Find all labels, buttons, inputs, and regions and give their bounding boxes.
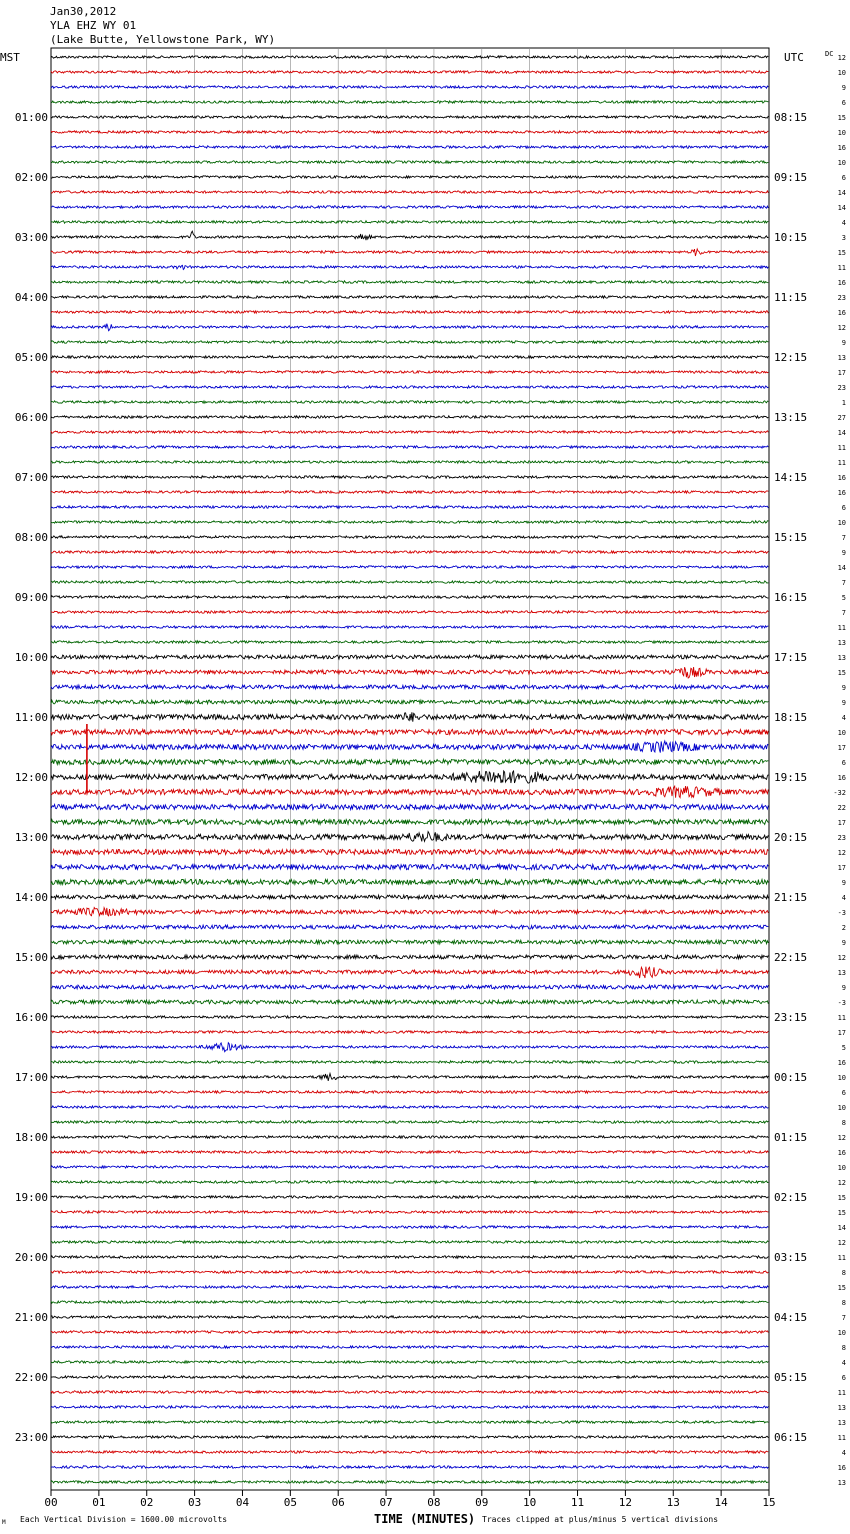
seismic-trace (51, 551, 768, 553)
seismic-trace (51, 1211, 768, 1213)
dc-offset-label: 4 (841, 1449, 846, 1457)
right-hour-label: 14:15 (774, 471, 808, 484)
seismic-trace (51, 461, 768, 463)
dc-offset-label: 6 (841, 99, 846, 107)
left-hour-label: 20:00 (14, 1251, 48, 1264)
x-tick-label: 00 (44, 1496, 58, 1509)
seismic-trace (51, 86, 768, 88)
right-hour-label: 18:15 (774, 711, 808, 724)
seismic-trace (51, 536, 768, 538)
left-hour-label: 08:00 (14, 531, 48, 544)
dc-header-label: DC (825, 50, 834, 58)
right-hour-label: 00:15 (774, 1071, 808, 1084)
dc-offset-label: 16 (837, 309, 846, 317)
dc-offset-label: 16 (837, 279, 846, 287)
seismic-trace (51, 491, 768, 493)
seismic-trace (51, 324, 768, 331)
right-hour-label: 13:15 (774, 411, 808, 424)
right-hour-label: 19:15 (774, 771, 808, 784)
dc-offset-label: 7 (841, 534, 846, 542)
seismic-trace (51, 1406, 768, 1408)
right-hour-label: 16:15 (774, 591, 808, 604)
dc-offset-label: 12 (837, 1179, 846, 1187)
seismic-trace (51, 741, 768, 753)
dc-offset-label: 13 (837, 639, 846, 647)
seismic-trace (51, 1466, 768, 1468)
seismic-trace (51, 985, 768, 989)
seismic-trace (51, 849, 768, 854)
left-hour-label: 14:00 (14, 891, 48, 904)
seismic-trace (51, 341, 768, 343)
seismic-trace (51, 626, 768, 628)
seismic-trace (51, 655, 768, 659)
right-hour-label: 10:15 (774, 231, 808, 244)
seismic-trace (51, 281, 768, 283)
x-tick-label: 13 (666, 1496, 680, 1509)
left-hour-label: 16:00 (14, 1011, 48, 1024)
left-hour-label: 01:00 (14, 111, 48, 124)
dc-offset-label: 23 (837, 384, 846, 392)
right-hour-label: 17:15 (774, 651, 808, 664)
seismic-trace (51, 146, 768, 148)
x-tick-label: 15 (762, 1496, 776, 1509)
dc-offset-label: 6 (841, 504, 846, 512)
right-hour-label: 01:15 (774, 1131, 808, 1144)
dc-offset-label: 10 (837, 159, 846, 167)
seismic-trace (51, 131, 768, 133)
left-hour-label: 17:00 (14, 1071, 48, 1084)
seismic-trace (51, 1376, 768, 1378)
dc-offset-label: 8 (841, 1119, 846, 1127)
seismic-trace (51, 116, 768, 118)
dc-offset-label: 5 (841, 594, 846, 602)
dc-offset-label: 23 (837, 834, 846, 842)
dc-offset-label: 23 (837, 294, 846, 302)
dc-offset-label: 9 (841, 339, 846, 347)
right-hour-label: 06:15 (774, 1431, 808, 1444)
seismic-trace (51, 1106, 768, 1108)
seismic-trace (51, 221, 768, 223)
seismic-trace (51, 231, 768, 240)
left-hour-label: 18:00 (14, 1131, 48, 1144)
left-hour-label: 09:00 (14, 591, 48, 604)
seismic-trace (51, 101, 768, 103)
dc-offset-label: 16 (837, 474, 846, 482)
seismic-trace (51, 1074, 768, 1081)
seismic-trace (51, 1000, 768, 1004)
plot-date: Jan30,2012 (50, 5, 117, 18)
dc-offset-label: 15 (837, 1209, 846, 1217)
seismic-trace (51, 1481, 768, 1483)
seismic-trace (51, 446, 768, 448)
dc-offset-label: 27 (837, 414, 846, 422)
dc-offset-label: 11 (837, 1014, 846, 1022)
seismic-trace (51, 879, 768, 884)
dc-offset-label: -3 (837, 909, 846, 917)
clipping-note: Traces clipped at plus/minus 5 vertical divisions (482, 1515, 719, 1524)
seismic-trace (51, 176, 768, 178)
dc-offset-label: 15 (837, 1284, 846, 1292)
seismic-trace (51, 611, 768, 613)
right-hour-label: 04:15 (774, 1311, 808, 1324)
dc-offset-label: 10 (837, 1074, 846, 1082)
dc-offset-label: 8 (841, 1269, 846, 1277)
dc-offset-label: 10 (837, 1329, 846, 1337)
dc-offset-label: 16 (837, 774, 846, 782)
seismic-trace (51, 249, 768, 256)
seismic-trace (51, 804, 768, 809)
seismic-trace (51, 1286, 768, 1288)
dc-offset-label: 11 (837, 1389, 846, 1397)
dc-offset-label: 4 (841, 219, 846, 227)
dc-offset-label: 12 (837, 954, 846, 962)
seismic-trace (51, 940, 768, 944)
seismic-trace (51, 56, 768, 58)
dc-offset-label: 11 (837, 1434, 846, 1442)
dc-offset-label: 8 (841, 1344, 846, 1352)
station-code: YLA EHZ WY 01 (50, 19, 137, 32)
dc-offset-label: 17 (837, 744, 846, 752)
seismic-trace (51, 1256, 768, 1258)
seismic-trace (51, 1166, 768, 1168)
left-hour-label: 23:00 (14, 1431, 48, 1444)
seismic-trace (51, 1196, 768, 1198)
dc-offset-label: 12 (837, 324, 846, 332)
seismic-trace (51, 311, 768, 313)
seismic-trace (51, 431, 768, 433)
dc-offset-label: 12 (837, 849, 846, 857)
seismic-trace (51, 506, 768, 508)
dc-offset-label: 4 (841, 1359, 846, 1367)
dc-offset-label: 16 (837, 1059, 846, 1067)
dc-offset-label: 17 (837, 369, 846, 377)
left-timezone-label: MST (0, 51, 20, 64)
seismic-trace (51, 401, 768, 403)
seismic-trace (51, 832, 768, 842)
dc-offset-label: 8 (841, 1299, 846, 1307)
seismic-trace (51, 1271, 768, 1273)
dc-offset-label: 10 (837, 1104, 846, 1112)
seismic-trace (51, 1331, 768, 1333)
dc-offset-label: 11 (837, 264, 846, 272)
dc-offset-label: 14 (837, 429, 846, 437)
left-hour-label: 03:00 (14, 231, 48, 244)
seismic-trace (51, 1031, 768, 1033)
dc-offset-label: 17 (837, 864, 846, 872)
seismic-trace (51, 1346, 768, 1348)
seismic-trace (51, 895, 768, 899)
left-hour-label: 05:00 (14, 351, 48, 364)
seismic-trace (51, 1316, 768, 1318)
dc-offset-label: 15 (837, 249, 846, 257)
dc-offset-label: 16 (837, 1464, 846, 1472)
left-hour-label: 12:00 (14, 771, 48, 784)
right-hour-label: 20:15 (774, 831, 808, 844)
seismic-trace (51, 161, 768, 163)
dc-offset-label: 3 (841, 234, 846, 242)
dc-offset-label: 16 (837, 1149, 846, 1157)
dc-offset-label: 6 (841, 1089, 846, 1097)
seismic-trace (51, 712, 768, 721)
dc-offset-label: -32 (833, 789, 846, 797)
station-location: (Lake Butte, Yellowstone Park, WY) (50, 33, 276, 46)
left-hour-label: 11:00 (14, 711, 48, 724)
dc-offset-label: 12 (837, 54, 846, 62)
seismic-trace (51, 925, 768, 929)
dc-offset-label: 17 (837, 819, 846, 827)
left-hour-label: 19:00 (14, 1191, 48, 1204)
seismic-trace (51, 1241, 768, 1243)
dc-offset-label: 13 (837, 1419, 846, 1427)
seismic-trace (51, 1061, 768, 1063)
dc-offset-label: 9 (841, 549, 846, 557)
dc-offset-label: 13 (837, 354, 846, 362)
right-hour-label: 02:15 (774, 1191, 808, 1204)
x-axis-title: TIME (MINUTES) (374, 1512, 476, 1526)
seismic-trace (51, 206, 768, 208)
left-hour-label: 15:00 (14, 951, 48, 964)
seismic-trace (51, 641, 768, 643)
dc-offset-label: 7 (841, 1314, 846, 1322)
seismic-trace (51, 955, 768, 959)
dc-offset-label: 13 (837, 969, 846, 977)
dc-offset-label: 16 (837, 144, 846, 152)
seismic-trace (51, 71, 768, 73)
seismic-trace (51, 1436, 768, 1438)
dc-offset-label: 10 (837, 1164, 846, 1172)
seismic-trace (51, 191, 768, 193)
vertical-division-note: Each Vertical Division = 1600.00 microvolts (20, 1515, 228, 1524)
left-hour-label: 06:00 (14, 411, 48, 424)
right-hour-label: 12:15 (774, 351, 808, 364)
x-tick-label: 05 (283, 1496, 297, 1509)
dc-offset-label: 13 (837, 1404, 846, 1412)
seismic-trace (51, 566, 768, 568)
seismic-trace (51, 1226, 768, 1228)
seismic-trace (51, 700, 768, 704)
left-hour-label: 04:00 (14, 291, 48, 304)
right-hour-label: 11:15 (774, 291, 808, 304)
dc-offset-label: 13 (837, 1479, 846, 1487)
seismic-trace (51, 476, 768, 478)
dc-offset-label: 10 (837, 129, 846, 137)
seismic-trace (51, 1181, 768, 1183)
x-tick-label: 01 (92, 1496, 106, 1509)
seismic-trace (51, 1091, 768, 1093)
right-hour-label: 09:15 (774, 171, 808, 184)
left-hour-label: 10:00 (14, 651, 48, 664)
seismic-trace (51, 819, 768, 824)
right-hour-label: 05:15 (774, 1371, 808, 1384)
seismic-trace (51, 596, 768, 598)
dc-offset-label: 9 (841, 684, 846, 692)
seismic-trace (51, 1391, 768, 1393)
dc-offset-label: 9 (841, 984, 846, 992)
dc-offset-label: 2 (841, 924, 846, 932)
dc-offset-label: 1 (841, 399, 846, 407)
dc-offset-label: 15 (837, 1194, 846, 1202)
dc-offset-label: -3 (837, 999, 846, 1007)
x-tick-label: 06 (331, 1496, 345, 1509)
dc-offset-label: 12 (837, 1134, 846, 1142)
seismic-trace (51, 667, 768, 678)
seismic-trace (51, 729, 768, 734)
dc-offset-label: 11 (837, 624, 846, 632)
seismic-trace (51, 386, 768, 388)
seismic-trace (51, 1136, 768, 1138)
seismic-trace (51, 1301, 768, 1303)
seismic-trace (51, 521, 768, 523)
seismic-trace (51, 581, 768, 583)
dc-offset-label: 11 (837, 459, 846, 467)
seismic-trace (51, 771, 768, 783)
dc-offset-label: 9 (841, 84, 846, 92)
x-tick-label: 02 (140, 1496, 154, 1509)
x-tick-label: 14 (714, 1496, 728, 1509)
seismic-trace (51, 356, 768, 358)
right-hour-label: 21:15 (774, 891, 808, 904)
dc-offset-label: 4 (841, 714, 846, 722)
dc-offset-label: 7 (841, 609, 846, 617)
dc-offset-label: 6 (841, 759, 846, 767)
seismic-trace (51, 1043, 768, 1052)
dc-offset-label: 5 (841, 1044, 846, 1052)
dc-offset-label: 11 (837, 444, 846, 452)
dc-offset-label: 12 (837, 1239, 846, 1247)
dc-offset-label: 14 (837, 1224, 846, 1232)
dc-offset-label: 9 (841, 879, 846, 887)
corner-mark: M (2, 1519, 6, 1526)
right-timezone-label: UTC (784, 51, 804, 64)
x-tick-label: 10 (523, 1496, 537, 1509)
left-hour-label: 22:00 (14, 1371, 48, 1384)
dc-offset-label: 14 (837, 189, 846, 197)
seismic-trace (51, 1016, 768, 1018)
x-tick-label: 03 (187, 1496, 202, 1509)
seismic-trace (51, 265, 768, 269)
x-tick-label: 07 (379, 1496, 393, 1509)
x-tick-label: 04 (235, 1496, 250, 1509)
dc-offset-label: 11 (837, 1254, 846, 1262)
seismic-trace (51, 967, 768, 978)
dc-offset-label: 7 (841, 579, 846, 587)
seismic-trace (51, 371, 768, 373)
dc-offset-label: 16 (837, 489, 846, 497)
dc-offset-label: 6 (841, 1374, 846, 1382)
seismic-trace (51, 864, 768, 869)
dc-offset-label: 9 (841, 699, 846, 707)
dc-offset-label: 10 (837, 729, 846, 737)
x-tick-label: 08 (427, 1496, 441, 1509)
seismic-trace (51, 685, 768, 689)
dc-offset-label: 4 (841, 894, 846, 902)
seismic-trace (51, 759, 768, 764)
right-hour-label: 03:15 (774, 1251, 808, 1264)
dc-offset-label: 10 (837, 519, 846, 527)
seismic-trace (51, 908, 768, 916)
left-hour-label: 07:00 (14, 471, 48, 484)
seismic-trace (51, 1121, 768, 1123)
dc-offset-label: 13 (837, 654, 846, 662)
right-hour-label: 22:15 (774, 951, 808, 964)
dc-offset-label: 14 (837, 564, 846, 572)
seismic-trace (51, 1151, 768, 1153)
seismic-trace (51, 296, 768, 298)
dc-offset-label: 14 (837, 204, 846, 212)
left-hour-label: 13:00 (14, 831, 48, 844)
dc-offset-label: 6 (841, 174, 846, 182)
seismic-trace (51, 1361, 768, 1363)
dc-offset-label: 17 (837, 1029, 846, 1037)
dc-offset-label: 10 (837, 69, 846, 77)
seismic-trace (51, 786, 768, 798)
seismic-trace (51, 1451, 768, 1453)
seismic-trace (51, 1421, 768, 1423)
right-hour-label: 23:15 (774, 1011, 808, 1024)
dc-offset-label: 15 (837, 114, 846, 122)
x-tick-label: 09 (475, 1496, 489, 1509)
seismic-trace (51, 416, 768, 418)
dc-offset-label: 15 (837, 669, 846, 677)
dc-offset-label: 22 (837, 804, 846, 812)
left-hour-label: 21:00 (14, 1311, 48, 1324)
left-hour-label: 02:00 (14, 171, 48, 184)
dc-offset-label: 9 (841, 939, 846, 947)
right-hour-label: 15:15 (774, 531, 808, 544)
x-tick-label: 11 (570, 1496, 585, 1509)
x-tick-label: 12 (618, 1496, 633, 1509)
right-hour-label: 08:15 (774, 111, 808, 124)
